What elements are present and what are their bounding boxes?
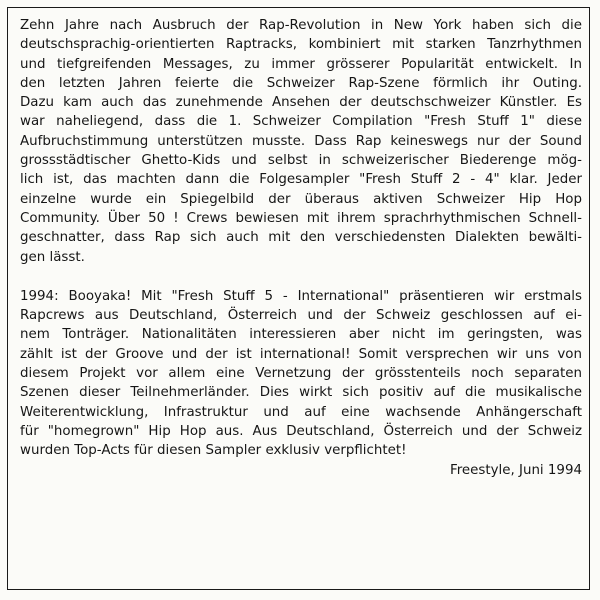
paragraph-2-line: wurden Top-Acts für diesen Sampler exklusiv verpflichtet!: [20, 443, 407, 459]
paragraph-2-line: für "homegrown" Hip Hop aus. Aus Deutschland, Österreich und der Schweiz: [20, 423, 582, 439]
paragraph-1: [20, 16, 582, 267]
paragraph-1-line: grossstädtischer Ghetto-Kids und selbst in schweizerischer Biederenge mög-: [20, 153, 582, 169]
signature: Freestyle, Juni 1994: [449, 462, 582, 478]
paragraph-gap: [20, 267, 582, 287]
paragraph-1-line: geschnatter, dass Rap sich auch mit den verschiedensten Dialekten bewälti-: [20, 230, 582, 246]
paragraph-2-line: 1994: Booyaka! Mit "Fresh Stuff 5 - International" präsentieren wir erstmals: [20, 288, 582, 304]
paragraph-2-line: Weiterentwicklung, Infrastruktur und auf eine wachsende Anhängerschaft: [20, 404, 582, 420]
paragraph-2: [20, 287, 582, 461]
paragraph-1-line: einzelne wurde ein Spiegelbild der überaus aktiven Schweizer Hip Hop: [20, 191, 582, 207]
paragraph-2-line: Szenen dieser Teilnehmerländer. Dies wirkt sich positiv auf die musikalische: [20, 385, 582, 401]
paragraph-1-line: und tiefgreifenden Messages, zu immer grösserer Popularität entwickelt. In: [20, 56, 582, 72]
paragraph-1-line: gen lässt.: [20, 249, 85, 265]
paragraph-2-line: zählt ist der Groove und der ist international! Somit versprechen wir uns von: [20, 346, 582, 362]
paragraph-1-line: war naheliegend, dass die 1. Schweizer Compilation "Fresh Stuff 1" diese: [20, 114, 582, 130]
paragraph-1-line: den letzten Jahren feierte die Schweizer Rap-Szene förmlich ihr Outing.: [20, 75, 582, 91]
liner-notes-text: [20, 16, 582, 480]
paragraph-1-line: Aufbruchstimmung unterstützen musste. Dass Rap keineswegs nur der Sound: [20, 133, 582, 149]
paragraph-2-line: diesem Projekt vor allem eine Vernetzung der grösstenteils noch separaten: [20, 366, 582, 382]
paragraph-1-line: lich ist, das machten dann die Folgesampler "Fresh Stuff 2 - 4" klar. Jeder: [20, 172, 582, 188]
paragraph-2-line: Rapcrews aus Deutschland, Österreich und der Schweiz geschlossen auf ei-: [20, 308, 582, 324]
paragraph-1-line: Zehn Jahre nach Ausbruch der Rap-Revolution in New York haben sich die: [20, 18, 582, 33]
paragraph-1-line: Community. Über 50 ! Crews bewiesen mit ihrem sprachrhythmischen Schnell-: [20, 210, 582, 226]
paragraph-1-line: Dazu kam auch das zunehmende Ansehen der deutschschweizer Künstler. Es: [20, 95, 582, 111]
paragraph-1-line: deutschsprachig-orientierten Raptracks, kombiniert mit starken Tanzrhythmen: [20, 37, 582, 53]
paragraph-2-line: nem Tonträger. Nationalitäten interessieren aber nicht im geringsten, was: [20, 327, 582, 343]
